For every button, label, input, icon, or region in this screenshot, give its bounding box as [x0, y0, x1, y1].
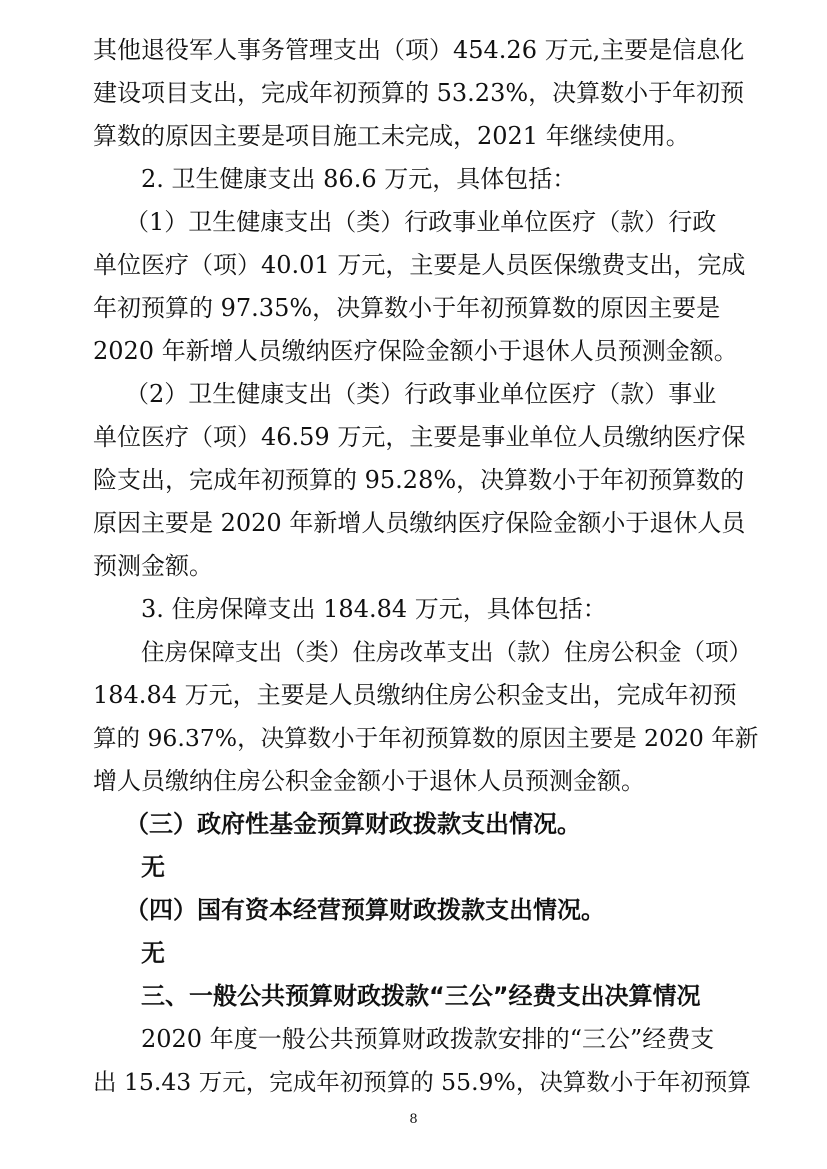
paragraph-line: 预测金额。 [93, 552, 213, 580]
paragraph-line: 其他退役军人事务管理支出（项）454.26 万元,主要是信息化 [93, 36, 745, 64]
paragraph-line: 2020 年度一般公共预算财政拨款安排的“三公”经费支 [141, 1025, 715, 1053]
paragraph-line: 无 [141, 853, 165, 881]
subsection-heading: （三）政府性基金预算财政拨款支出情况。 [125, 810, 581, 838]
paragraph-line: （2）卫生健康支出（类）行政事业单位医疗（款）事业 [125, 380, 717, 408]
paragraph-line: （1）卫生健康支出（类）行政事业单位医疗（款）行政 [125, 208, 717, 236]
section-heading: 2. 卫生健康支出 86.6 万元，具体包括： [141, 165, 577, 193]
paragraph-line: 出 15.43 万元，完成年初预算的 55.9%，决算数小于年初预算 [93, 1068, 751, 1096]
paragraph-line: 年初预算的 97.35%，决算数小于年初预算数的原因主要是 [93, 294, 721, 322]
paragraph-line: 算数的原因主要是项目施工未完成，2021 年继续使用。 [93, 122, 690, 150]
paragraph-line: 算的 96.37%，决算数小于年初预算数的原因主要是 2020 年新 [93, 724, 759, 752]
paragraph-line: 建设项目支出，完成年初预算的 53.23%，决算数小于年初预 [93, 79, 745, 107]
subsection-heading: （四）国有资本经营预算财政拨款支出情况。 [125, 896, 605, 924]
section-heading: 三、一般公共预算财政拨款“三公”经费支出决算情况 [141, 982, 701, 1010]
section-heading: 3. 住房保障支出 184.84 万元，具体包括： [141, 595, 607, 623]
paragraph-line: 原因主要是 2020 年新增人员缴纳医疗保险金额小于退休人员 [93, 509, 746, 537]
paragraph-line: 单位医疗（项）46.59 万元，主要是事业单位人员缴纳医疗保 [93, 423, 746, 451]
paragraph-line: 2020 年新增人员缴纳医疗保险金额小于退休人员预测金额。 [93, 337, 738, 365]
paragraph-line: 184.84 万元，主要是人员缴纳住房公积金支出，完成年初预 [93, 681, 737, 709]
paragraph-line: 险支出，完成年初预算的 95.28%，决算数小于年初预算数的 [93, 466, 745, 494]
paragraph-line: 无 [141, 939, 165, 967]
page-number: 8 [409, 1112, 418, 1127]
paragraph-line: 增人员缴纳住房公积金金额小于退休人员预测金额。 [93, 767, 645, 795]
paragraph-line: 单位医疗（项）40.01 万元，主要是人员医保缴费支出，完成 [93, 251, 746, 279]
paragraph-line: 住房保障支出（类）住房改革支出（款）住房公积金（项） [141, 638, 752, 666]
